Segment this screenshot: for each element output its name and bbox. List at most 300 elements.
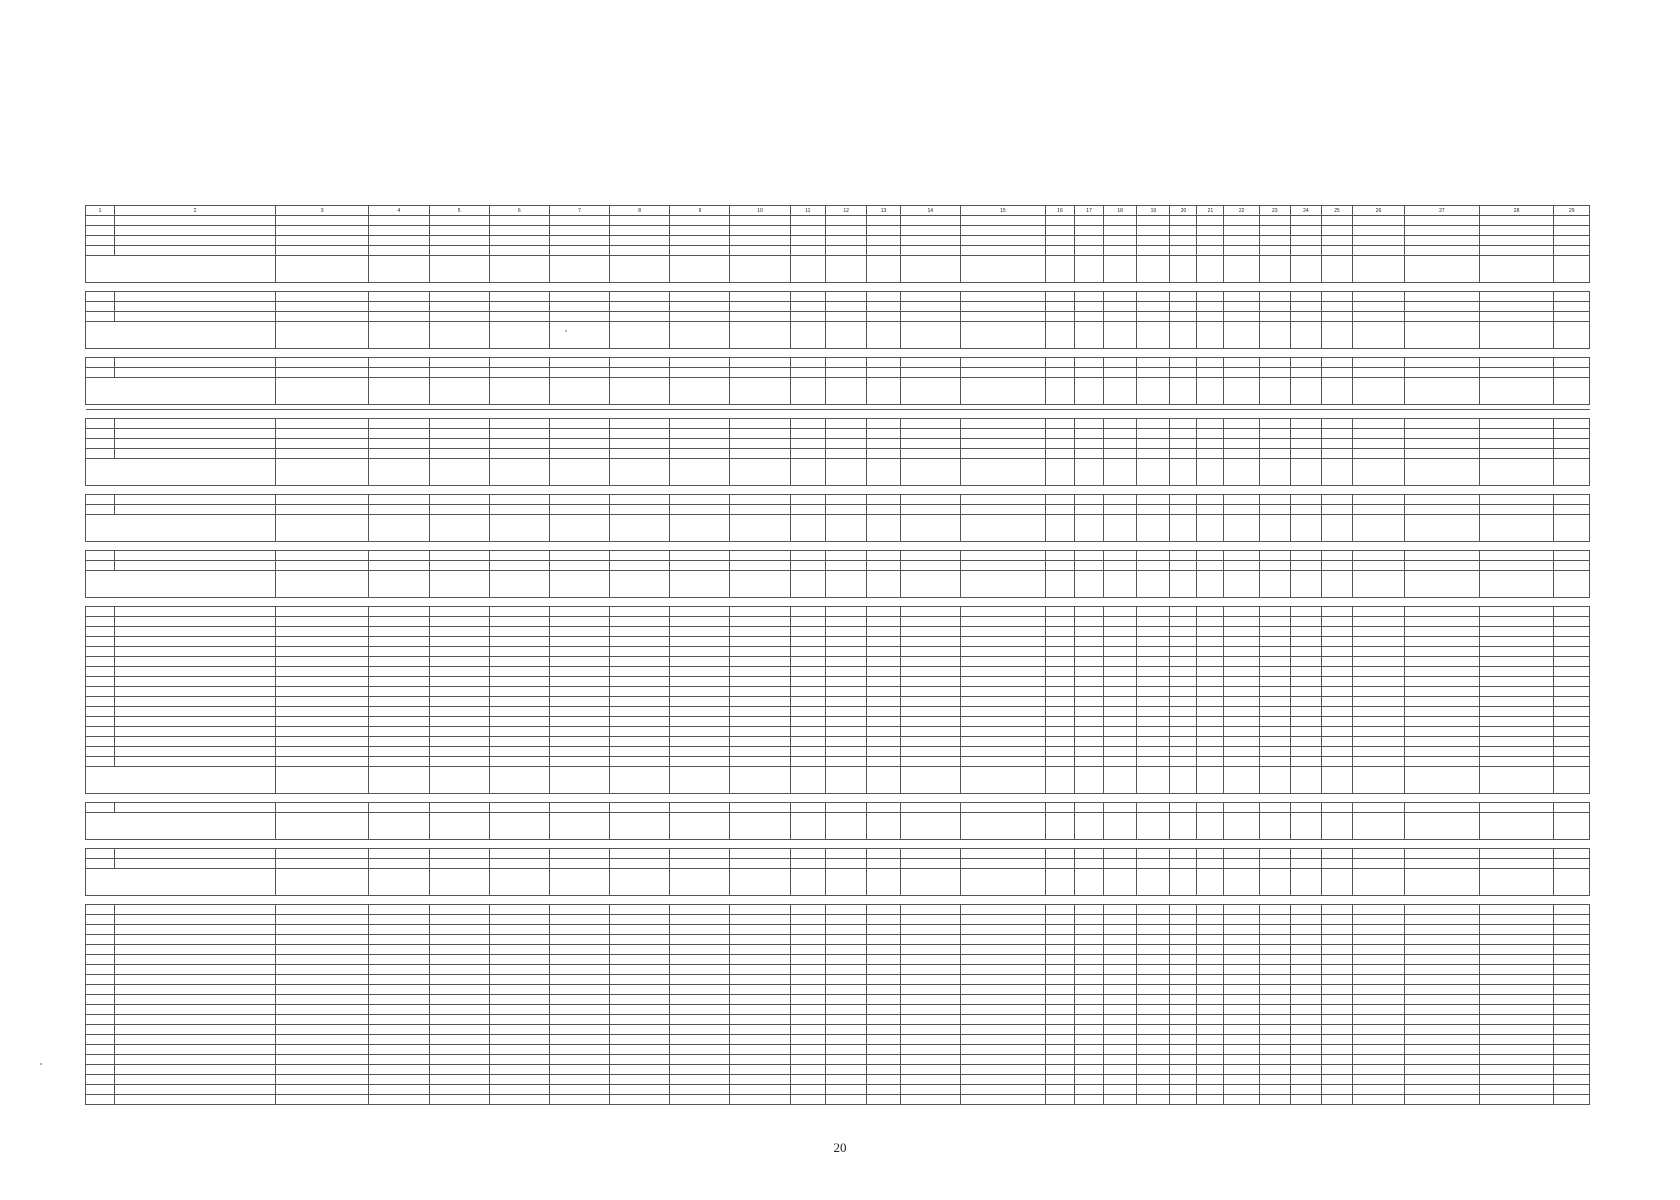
table-cell	[960, 869, 1045, 896]
table-cell	[790, 955, 825, 965]
table-cell	[275, 1055, 368, 1065]
table-cell	[275, 1045, 368, 1055]
table-cell	[610, 1035, 670, 1045]
table-cell	[900, 1055, 960, 1065]
subtotal-label-cell	[86, 813, 276, 840]
table-cell	[900, 975, 960, 985]
table-cell	[115, 1075, 276, 1085]
column-number-cell: 25	[1321, 206, 1352, 216]
table-cell	[1170, 368, 1197, 378]
table-cell	[1197, 607, 1224, 617]
table-cell	[1104, 571, 1137, 598]
table-cell	[275, 322, 368, 349]
table-cell	[429, 995, 489, 1005]
table-cell	[1224, 1005, 1259, 1015]
table-cell	[1170, 1025, 1197, 1035]
table-cell	[610, 439, 670, 449]
table-cell	[825, 216, 867, 226]
table-cell	[1170, 975, 1197, 985]
table-cell	[825, 925, 867, 935]
table-cell	[730, 561, 790, 571]
table-cell	[670, 627, 730, 637]
table-cell	[86, 1025, 115, 1035]
table-cell	[1353, 226, 1405, 236]
table-cell	[867, 935, 900, 945]
table-cell	[1290, 449, 1321, 459]
table-cell	[1104, 747, 1137, 757]
table-cell	[670, 226, 730, 236]
table-cell	[489, 647, 549, 657]
table-cell	[275, 216, 368, 226]
table-cell	[429, 495, 489, 505]
table-row	[86, 551, 1590, 561]
table-cell	[960, 419, 1045, 429]
table-cell	[115, 757, 276, 767]
table-cell	[1075, 935, 1104, 945]
table-cell	[1104, 312, 1137, 322]
table-cell	[1075, 637, 1104, 647]
table-cell	[1321, 1025, 1352, 1035]
table-cell	[489, 226, 549, 236]
table-cell	[369, 1035, 429, 1045]
table-cell	[960, 459, 1045, 486]
table-cell	[275, 767, 368, 794]
table-cell	[489, 697, 549, 707]
table-cell	[790, 1055, 825, 1065]
table-cell	[900, 236, 960, 246]
table-cell	[900, 449, 960, 459]
table-cell	[549, 226, 609, 236]
table-cell	[1259, 965, 1290, 975]
table-cell	[900, 312, 960, 322]
table-cell	[429, 505, 489, 515]
table-cell	[86, 803, 115, 813]
table-cell	[1554, 256, 1590, 283]
table-cell	[730, 737, 790, 747]
table-cell	[1479, 975, 1554, 985]
table-cell	[1197, 935, 1224, 945]
table-cell	[867, 1045, 900, 1055]
table-cell	[867, 1095, 900, 1105]
table-cell	[867, 965, 900, 975]
table-cell	[900, 226, 960, 236]
column-number-cell: 11	[790, 206, 825, 216]
table-cell	[610, 767, 670, 794]
table-cell	[1137, 419, 1170, 429]
table-cell	[275, 617, 368, 627]
table-cell	[549, 322, 609, 349]
table-cell	[1405, 368, 1480, 378]
table-cell	[1405, 505, 1480, 515]
table-cell	[900, 859, 960, 869]
table-cell	[1321, 747, 1352, 757]
table-cell	[549, 1015, 609, 1025]
table-row	[86, 697, 1590, 707]
table-row	[86, 637, 1590, 647]
table-cell	[1137, 657, 1170, 667]
table-cell	[275, 256, 368, 283]
table-cell	[790, 849, 825, 859]
table-cell	[549, 571, 609, 598]
subtotal-row	[86, 767, 1590, 794]
table-cell	[1224, 1045, 1259, 1055]
table-cell	[1259, 607, 1290, 617]
table-row	[86, 925, 1590, 935]
table-cell	[1137, 216, 1170, 226]
table-cell	[1259, 1085, 1290, 1095]
table-cell	[549, 1065, 609, 1075]
table-cell	[610, 667, 670, 677]
table-cell	[1290, 727, 1321, 737]
table-cell	[900, 727, 960, 737]
table-cell	[790, 617, 825, 627]
table-cell	[1137, 975, 1170, 985]
table-cell	[867, 256, 900, 283]
table-cell	[429, 226, 489, 236]
table-cell	[1137, 803, 1170, 813]
table-cell	[1290, 1055, 1321, 1065]
table-cell	[1405, 1065, 1480, 1075]
table-cell	[610, 571, 670, 598]
table-cell	[670, 1075, 730, 1085]
table-cell	[429, 551, 489, 561]
table-cell	[960, 995, 1045, 1005]
table-cell	[730, 667, 790, 677]
table-cell	[790, 495, 825, 505]
table-cell	[730, 727, 790, 737]
table-cell	[275, 717, 368, 727]
table-cell	[610, 757, 670, 767]
table-cell	[1075, 697, 1104, 707]
table-cell	[1104, 459, 1137, 486]
table-cell	[730, 985, 790, 995]
table-cell	[1104, 1015, 1137, 1025]
table-cell	[670, 975, 730, 985]
table-cell	[1045, 561, 1074, 571]
table-cell	[900, 697, 960, 707]
table-cell	[730, 617, 790, 627]
table-cell	[610, 226, 670, 236]
table-cell	[1137, 1025, 1170, 1035]
table-cell	[1554, 1005, 1590, 1015]
table-cell	[1353, 358, 1405, 368]
table-cell	[730, 449, 790, 459]
table-cell	[1045, 368, 1074, 378]
table-cell	[86, 747, 115, 757]
table-cell	[1259, 975, 1290, 985]
table-cell	[1479, 439, 1554, 449]
table-cell	[115, 449, 276, 459]
table-cell	[730, 757, 790, 767]
table-cell	[1554, 747, 1590, 757]
table-cell	[1479, 627, 1554, 637]
table-cell	[1224, 727, 1259, 737]
table-cell	[960, 737, 1045, 747]
table-cell	[1104, 717, 1137, 727]
table-cell	[730, 627, 790, 637]
table-cell	[1259, 571, 1290, 598]
table-cell	[1170, 302, 1197, 312]
table-row	[86, 657, 1590, 667]
table-cell	[1045, 859, 1074, 869]
table-cell	[900, 985, 960, 995]
table-cell	[1321, 292, 1352, 302]
table-cell	[790, 637, 825, 647]
table-cell	[1197, 1035, 1224, 1045]
table-cell	[1075, 1035, 1104, 1045]
table-cell	[1170, 1055, 1197, 1065]
table-cell	[960, 617, 1045, 627]
table-cell	[1259, 302, 1290, 312]
table-cell	[489, 637, 549, 647]
table-cell	[86, 505, 115, 515]
table-cell	[1170, 995, 1197, 1005]
table-cell	[1197, 667, 1224, 677]
table-cell	[115, 747, 276, 757]
table-cell	[1170, 1065, 1197, 1075]
table-cell	[1170, 727, 1197, 737]
table-row	[86, 717, 1590, 727]
table-cell	[115, 419, 276, 429]
table-cell	[867, 449, 900, 459]
table-cell	[1290, 657, 1321, 667]
table-cell	[1224, 216, 1259, 226]
table-cell	[730, 849, 790, 859]
table-cell	[1321, 1045, 1352, 1055]
table-cell	[825, 697, 867, 707]
table-cell	[670, 869, 730, 896]
table-cell	[867, 1075, 900, 1085]
table-cell	[825, 935, 867, 945]
column-number-cell: 10	[730, 206, 790, 216]
table-cell	[1353, 747, 1405, 757]
table-cell	[275, 707, 368, 717]
table-cell	[1353, 717, 1405, 727]
table-cell	[1290, 419, 1321, 429]
table-cell	[1224, 995, 1259, 1005]
table-cell	[1290, 322, 1321, 349]
table-cell	[275, 925, 368, 935]
table-cell	[1353, 617, 1405, 627]
table-cell	[825, 1035, 867, 1045]
table-cell	[369, 449, 429, 459]
table-cell	[369, 1085, 429, 1095]
table-cell	[610, 459, 670, 486]
table-cell	[960, 747, 1045, 757]
table-cell	[1170, 737, 1197, 747]
table-cell	[1045, 505, 1074, 515]
table-cell	[867, 459, 900, 486]
table-cell	[1170, 312, 1197, 322]
table-cell	[610, 647, 670, 657]
table-cell	[369, 1005, 429, 1015]
table-cell	[115, 859, 276, 869]
table-cell	[1405, 419, 1480, 429]
table-cell	[1405, 727, 1480, 737]
table-cell	[1554, 965, 1590, 975]
table-cell	[1197, 945, 1224, 955]
table-cell	[429, 236, 489, 246]
table-cell	[1321, 965, 1352, 975]
table-cell	[867, 813, 900, 840]
table-cell	[1104, 975, 1137, 985]
table-cell	[960, 803, 1045, 813]
table-cell	[1170, 358, 1197, 368]
table-cell	[429, 571, 489, 598]
subtotal-row	[86, 378, 1590, 405]
table-cell	[1321, 1075, 1352, 1085]
table-cell	[115, 945, 276, 955]
column-number-cell: 1	[86, 206, 115, 216]
table-cell	[867, 995, 900, 1005]
table-cell	[730, 607, 790, 617]
table-cell	[1321, 627, 1352, 637]
table-cell	[86, 697, 115, 707]
table-cell	[1405, 256, 1480, 283]
table-cell	[1075, 571, 1104, 598]
table-cell	[1045, 1015, 1074, 1025]
table-cell	[1479, 551, 1554, 561]
table-cell	[670, 849, 730, 859]
table-row	[86, 985, 1590, 995]
table-cell	[1259, 1065, 1290, 1075]
table-cell	[1259, 707, 1290, 717]
table-cell	[1321, 707, 1352, 717]
table-cell	[1259, 737, 1290, 747]
table-cell	[1405, 647, 1480, 657]
table-cell	[900, 561, 960, 571]
table-cell	[900, 869, 960, 896]
table-cell	[825, 571, 867, 598]
table-cell	[1170, 459, 1197, 486]
table-cell	[275, 419, 368, 429]
table-cell	[867, 657, 900, 667]
table-cell	[1075, 1015, 1104, 1025]
table-cell	[369, 995, 429, 1005]
table-cell	[730, 459, 790, 486]
table-cell	[1321, 1035, 1352, 1045]
table-cell	[1405, 935, 1480, 945]
table-cell	[369, 459, 429, 486]
table-cell	[549, 869, 609, 896]
table-cell	[900, 955, 960, 965]
table-cell	[960, 657, 1045, 667]
table-cell	[115, 737, 276, 747]
table-cell	[1045, 429, 1074, 439]
table-cell	[1197, 747, 1224, 757]
table-cell	[1137, 955, 1170, 965]
table-cell	[1045, 737, 1074, 747]
table-cell	[369, 985, 429, 995]
table-cell	[1353, 935, 1405, 945]
table-cell	[670, 727, 730, 737]
table-cell	[115, 429, 276, 439]
subtotal-row	[86, 459, 1590, 486]
table-cell	[275, 378, 368, 405]
table-cell	[960, 757, 1045, 767]
table-cell	[429, 515, 489, 542]
table-cell	[1075, 617, 1104, 627]
table-cell	[1045, 1045, 1074, 1055]
table-cell	[670, 607, 730, 617]
table-cell	[115, 717, 276, 727]
table-cell	[960, 849, 1045, 859]
table-cell	[1104, 1045, 1137, 1055]
table-cell	[1290, 905, 1321, 915]
table-cell	[1170, 637, 1197, 647]
table-cell	[960, 925, 1045, 935]
table-cell	[1405, 292, 1480, 302]
table-cell	[825, 717, 867, 727]
table-cell	[900, 617, 960, 627]
table-cell	[960, 561, 1045, 571]
table-cell	[115, 995, 276, 1005]
table-cell	[1290, 561, 1321, 571]
table-cell	[1321, 849, 1352, 859]
table-cell	[1137, 226, 1170, 236]
table-cell	[730, 935, 790, 945]
table-cell	[900, 737, 960, 747]
table-cell	[1137, 378, 1170, 405]
table-cell	[1353, 915, 1405, 925]
table-cell	[429, 617, 489, 627]
table-cell	[115, 292, 276, 302]
table-cell	[1170, 707, 1197, 717]
table-cell	[610, 216, 670, 226]
table-cell	[1224, 449, 1259, 459]
table-cell	[489, 368, 549, 378]
table-cell	[1479, 256, 1554, 283]
table-cell	[900, 1035, 960, 1045]
table-cell	[610, 322, 670, 349]
table-row	[86, 915, 1590, 925]
table-cell	[790, 449, 825, 459]
table-cell	[1075, 965, 1104, 975]
table-cell	[1104, 859, 1137, 869]
table-cell	[1075, 667, 1104, 677]
table-cell	[86, 955, 115, 965]
table-cell	[1045, 1035, 1074, 1045]
table-cell	[1353, 737, 1405, 747]
table-cell	[670, 571, 730, 598]
table-cell	[1045, 803, 1074, 813]
table-cell	[1224, 1065, 1259, 1075]
table-cell	[86, 1065, 115, 1075]
table-cell	[86, 439, 115, 449]
table-cell	[867, 1025, 900, 1035]
table-cell	[867, 697, 900, 707]
table-cell	[1104, 667, 1137, 677]
table-cell	[900, 767, 960, 794]
table-cell	[1197, 1045, 1224, 1055]
table-cell	[1479, 717, 1554, 727]
table-cell	[1045, 925, 1074, 935]
table-cell	[549, 915, 609, 925]
table-cell	[1479, 687, 1554, 697]
table-cell	[275, 292, 368, 302]
table-cell	[1479, 1015, 1554, 1025]
table-cell	[115, 915, 276, 925]
table-cell	[610, 378, 670, 405]
table-cell	[429, 292, 489, 302]
table-cell	[1170, 803, 1197, 813]
table-cell	[1479, 1095, 1554, 1105]
table-cell	[1353, 1055, 1405, 1065]
table-cell	[549, 607, 609, 617]
table-cell	[1321, 677, 1352, 687]
table-cell	[1170, 859, 1197, 869]
table-cell	[790, 216, 825, 226]
